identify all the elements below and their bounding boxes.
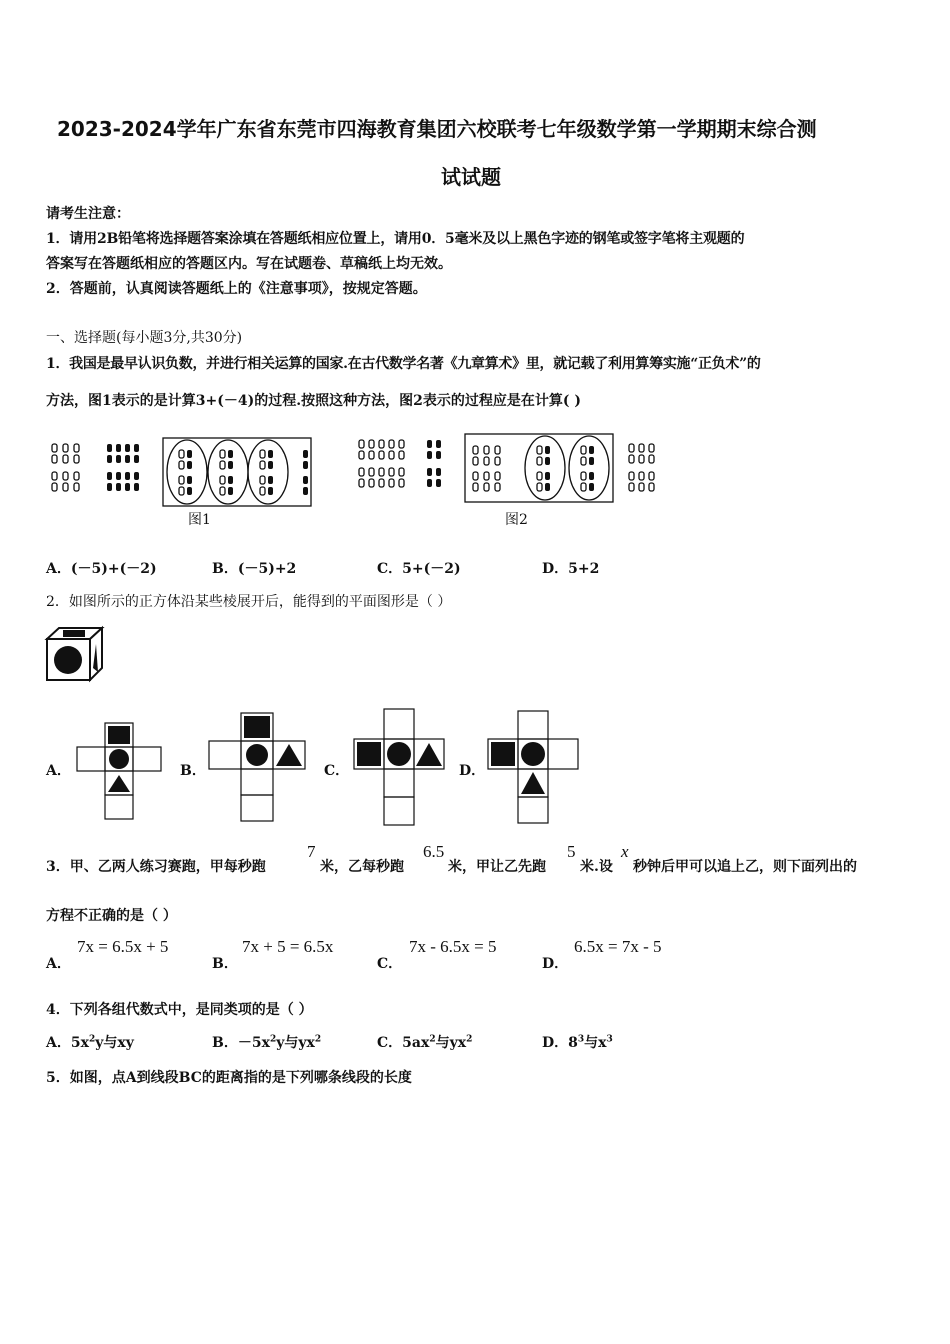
- page-title-line2: 试试题: [441, 165, 501, 189]
- question-3-stem-part3: 米，甲让乙先跑: [448, 859, 546, 875]
- q3-option-c-label[interactable]: C．: [377, 956, 403, 972]
- q3-option-b-equation[interactable]: 7x + 5 = 6.5x: [242, 937, 334, 956]
- q1-option-a[interactable]: A．(－5)+(－2): [46, 561, 157, 577]
- q2-option-a-net[interactable]: [73, 719, 165, 823]
- q2-option-c-net[interactable]: [352, 705, 444, 827]
- q3-option-a-equation[interactable]: 7x = 6.5x + 5: [77, 937, 169, 956]
- question-1-stem: 1．我国是最早认识负数，并进行相关运算的国家.在古代数学名著《九章算术》里，就记载了利用算筹实施“正负术”的: [46, 356, 761, 372]
- q3-variable-x: x: [621, 842, 629, 861]
- q4-option-d[interactable]: D．$8^3$与$x^3$: [542, 1034, 613, 1051]
- page-title: 2023-2024学年广东省东莞市四海教育集团六校联考七年级数学第一学期期末综合测: [57, 117, 817, 141]
- q3-value-5: 5: [567, 842, 576, 861]
- notice-item-1-cont: 答案写在答题纸相应的答题区内。写在试题卷、草稿纸上均无效。: [46, 256, 452, 272]
- q2-option-b-net[interactable]: [207, 709, 309, 825]
- q2-option-a-label[interactable]: A．: [46, 763, 71, 779]
- q1-option-c[interactable]: C．5+(－2): [377, 561, 461, 577]
- question-3-stem-part5: 秒钟后甲可以追上乙，则下面列出的: [633, 859, 857, 875]
- q3-option-a-label[interactable]: A．: [46, 956, 71, 972]
- q4-option-b[interactable]: B．$-5x^2y$与$yx^2$: [212, 1034, 322, 1051]
- question-2-stem: 2．如图所示的正方体沿某些棱展开后，能得到的平面图形是（ ）: [46, 594, 452, 610]
- cube-figure: [46, 626, 106, 684]
- question-3-stem-part4: 米.设: [580, 859, 613, 875]
- q4-option-a-letter: A．: [46, 1035, 71, 1051]
- q4-option-b-letter: B．: [212, 1035, 238, 1051]
- q4-option-a[interactable]: A．$5x^2y$与xy: [46, 1034, 134, 1051]
- q3-option-c-equation[interactable]: 7x - 6.5x = 5: [409, 937, 497, 956]
- q1-option-b[interactable]: B．(－5)+2: [212, 561, 297, 577]
- question-3-stem-part1: 3．甲、乙两人练习赛跑，甲每秒跑: [46, 859, 266, 875]
- notice-item-1: 1．请用2B铅笔将选择题答案涂填在答题纸相应位置上，请用0．5毫米及以上黑色字迹的钢笔或签字笔将主观题的: [46, 231, 745, 247]
- question-3-stem-part2: 米，乙每秒跑: [320, 859, 404, 875]
- q2-option-b-label[interactable]: B．: [180, 763, 206, 779]
- q2-option-d-net[interactable]: [488, 707, 580, 825]
- question-1-stem-cont: 方法，图1表示的是计算3+(－4)的过程.按照这种方法，图2表示的过程应是在计算( ): [46, 393, 581, 409]
- figure-2-label: 图2: [505, 512, 528, 528]
- notice-heading: 请考生注意：: [46, 206, 130, 222]
- q4-option-c[interactable]: C．$5ax^2$与$yx^2$: [377, 1034, 473, 1051]
- q2-option-d-label[interactable]: D．: [459, 763, 486, 779]
- figure-1-label: 图1: [188, 512, 211, 528]
- q3-option-d-equation[interactable]: 6.5x = 7x - 5: [574, 937, 662, 956]
- notice-item-2: 2．答题前，认真阅读答题纸上的《注意事项》，按规定答题。: [46, 281, 427, 297]
- q4-option-c-letter: C．: [377, 1035, 403, 1051]
- q3-option-b-label[interactable]: B．: [212, 956, 238, 972]
- q1-option-d[interactable]: D．5+2: [542, 561, 600, 577]
- q4-option-d-letter: D．: [542, 1035, 569, 1051]
- q2-option-c-label[interactable]: C．: [324, 763, 350, 779]
- q3-value-7: 7: [307, 842, 316, 861]
- q3-value-6-5: 6.5: [423, 842, 445, 861]
- question-5-stem: 5．如图，点A到线段BC的距离指的是下列哪条线段的长度: [46, 1070, 412, 1086]
- section-heading: 一、选择题(每小题3分,共30分): [46, 330, 243, 346]
- q3-option-d-label[interactable]: D．: [542, 956, 569, 972]
- question-3-stem-cont: 方程不正确的是（ ）: [46, 908, 177, 924]
- question-4-stem: 4．下列各组代数式中，是同类项的是（ ）: [46, 1002, 313, 1018]
